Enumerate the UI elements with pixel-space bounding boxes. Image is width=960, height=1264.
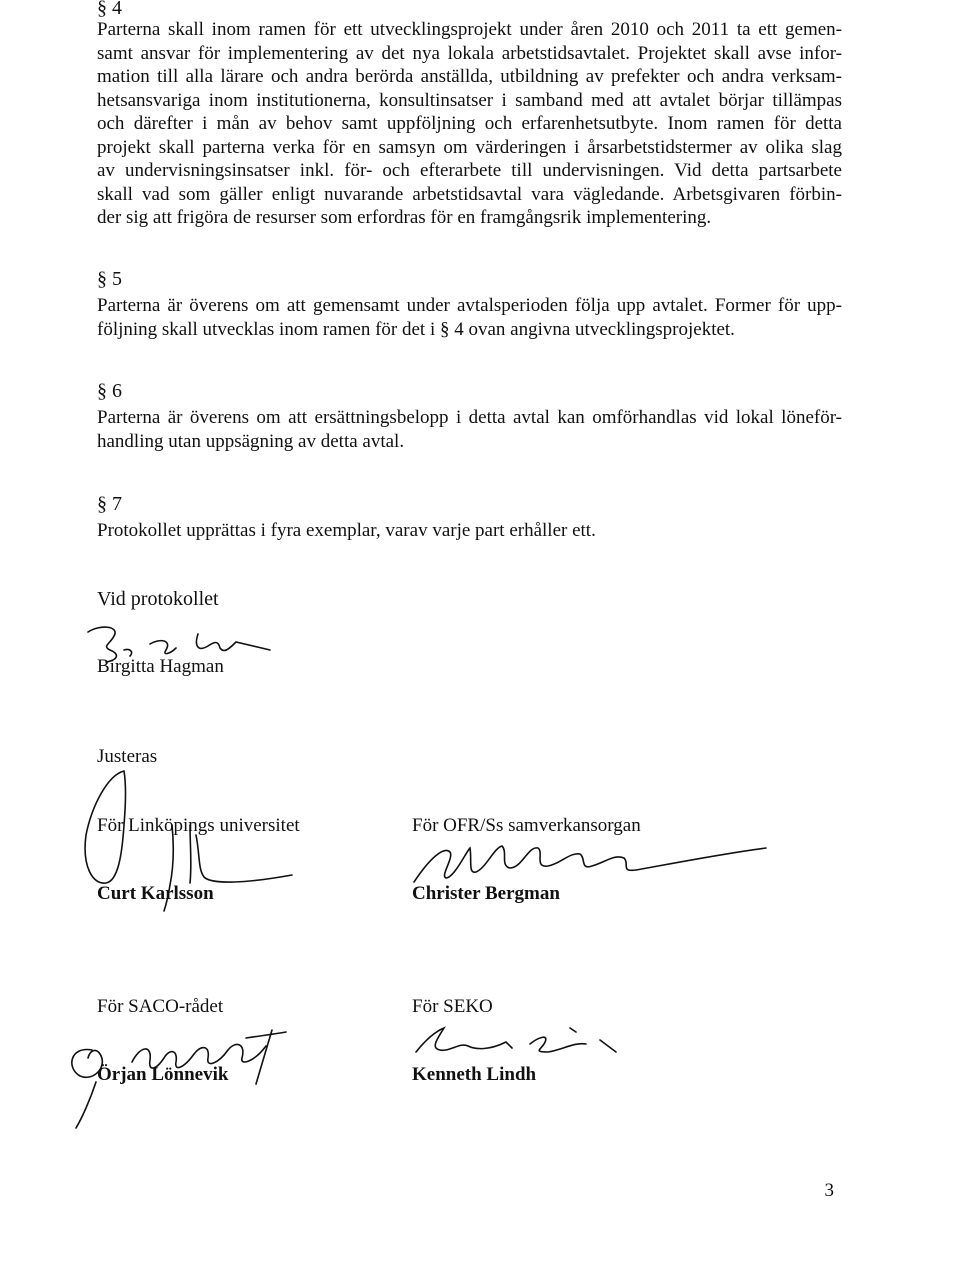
seko-signature (410, 1022, 640, 1062)
paragraph-line: handling utan uppsägning av detta avtal. (97, 430, 405, 452)
liu-signatory-name: Curt Karlsson (97, 883, 214, 904)
seko-signatory-name: Kenneth Lindh (412, 1064, 537, 1085)
justeras-label: Justeras (97, 746, 158, 767)
paragraph-line: skall vad som gäller enligt nuvarande arbetstidsavtal vara vägledande. Arbetsgivaren förbin- (97, 183, 842, 205)
protocol-label: Vid protokollet (97, 588, 219, 610)
ofr-signatory-name: Christer Bergman (412, 883, 560, 904)
paragraph-line: följning skall utvecklas inom ramen för det i § 4 ovan angivna utvecklingsprojektet. (97, 318, 735, 340)
section-6-paragraph (97, 406, 842, 453)
liu-org-label: För Linköpings universitet (97, 815, 300, 836)
section-4-paragraph (97, 18, 842, 230)
paragraph-line: der sig att frigöra de resurser som erfordras för en framgångsrik implementering. (97, 207, 712, 228)
section-4-heading: § 4 (97, 0, 122, 19)
section-7-heading: § 7 (97, 493, 122, 515)
paragraph-line: samt ansvar för implementering av det nya lokala arbetstidsavtalet. Projektet skall avse infor- (97, 42, 842, 64)
paragraph-line: och därefter i mån av behov samt uppföljning och erfarenhetsutbyte. Inom ramen för detta (97, 113, 842, 134)
seko-org-label: För SEKO (412, 996, 493, 1017)
saco-signatory-name: Örjan Lönnevik (97, 1064, 229, 1085)
paragraph-line: mation till alla lärare och andra berörda anställda, utbildning av prefekter och andra verksam- (97, 66, 842, 87)
paragraph-line: Parterna är överens om att ersättningsbelopp i detta avtal kan omförhandlas vid lokal löneför- (97, 407, 842, 428)
paragraph-line: projekt skall parterna verka för en samsyn om värderingen i årsarbetstidstermer av olika slag (97, 136, 842, 158)
section-7-paragraph (97, 519, 842, 543)
saco-org-label: För SACO-rådet (97, 996, 224, 1017)
paragraph-line: Parterna skall inom ramen för ett utvecklingsprojekt under åren 2010 och 2011 ta ett gemen- (97, 19, 842, 40)
paragraph-line: Protokollet upprättas i fyra exemplar, varav varje part erhåller ett. (97, 520, 596, 541)
ofr-org-label: För OFR/Ss samverkansorgan (412, 815, 641, 836)
section-5-paragraph (97, 294, 842, 341)
paragraph-line: hetsansvariga inom institutionerna, konsultinsatser i samband med att avtalet börjar tillämpas (97, 89, 842, 111)
protocol-name: Birgitta Hagman (97, 656, 224, 677)
paragraph-line: Parterna är överens om att gemensamt under avtalsperioden följa upp avtalet. Former för upp- (97, 295, 842, 316)
section-6-heading: § 6 (97, 380, 122, 402)
paragraph-line: av undervisningsinsatser inkl. för- och efterarbete till undervisningen. Vid detta partsarbete (97, 160, 842, 181)
page-number: 3 (824, 1180, 834, 1201)
section-5-heading: § 5 (97, 268, 122, 290)
